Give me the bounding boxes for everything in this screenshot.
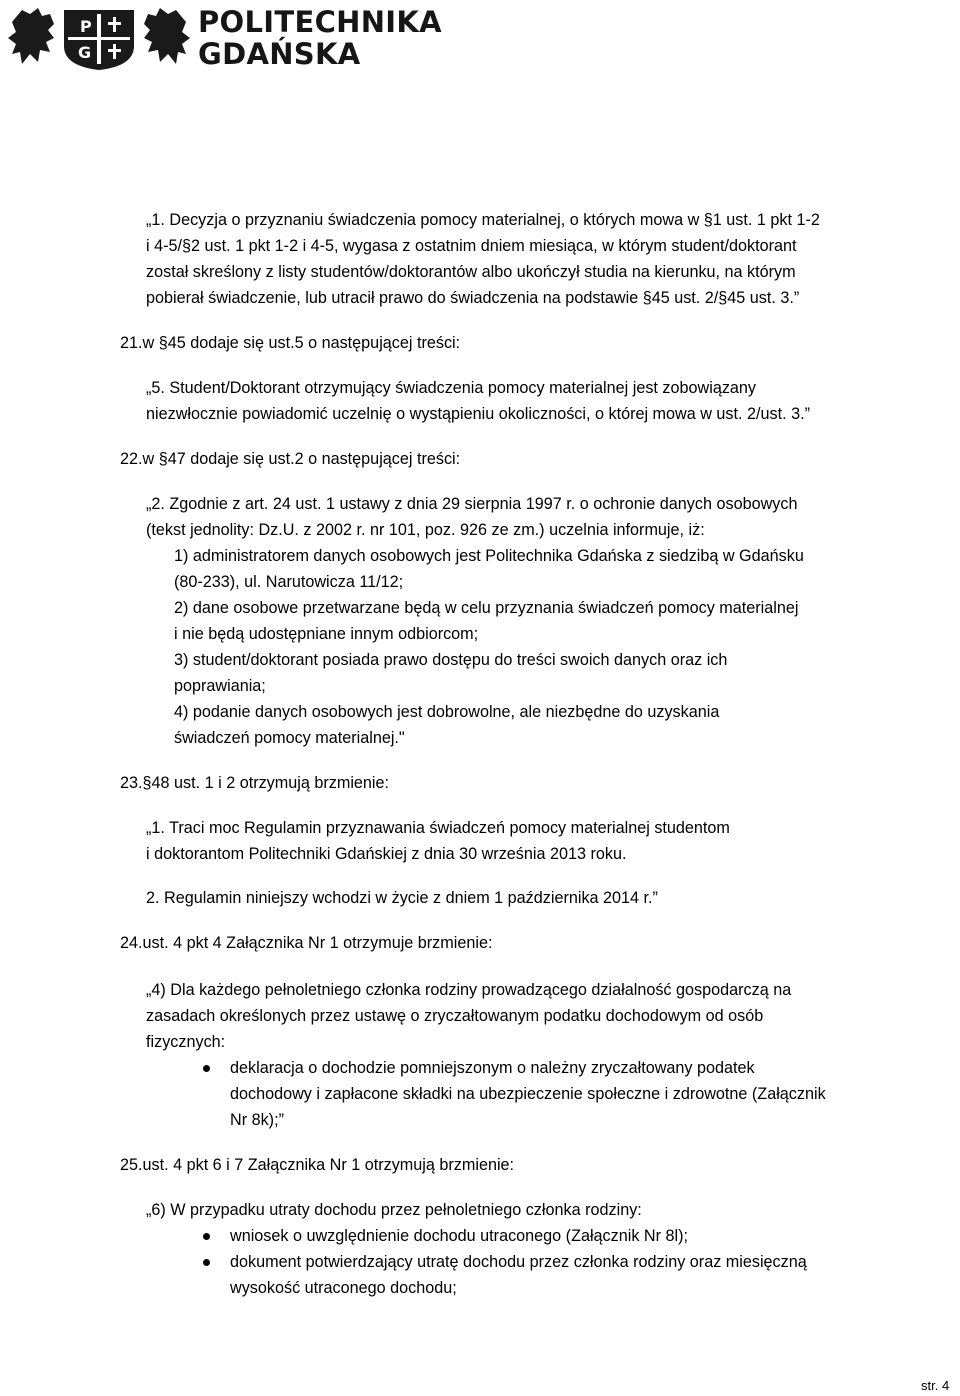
text-line-10: (tekst jednolity: Dz.U. z 2002 r. nr 101, poz. 926 ze zm.) uczelnia informuje, iż: — [146, 521, 705, 539]
logo-wordmark — [198, 5, 442, 71]
text-line-6: „5. Student/Doktorant otrzymujący świadczenia pomocy materialnej jest zobowiązany — [146, 379, 757, 397]
politechnika-gdanska-logo — [8, 4, 442, 74]
text-line-13: 2) dane osobowe przetwarzane będą w celu przyznania świadczeń pomocy materialnej — [174, 599, 799, 617]
text-line-26: fizycznych: — [146, 1033, 226, 1051]
bullet-item-2: wniosek o uwzględnienie dochodu utraconego (Załącznik Nr 8l); — [230, 1227, 689, 1245]
text-line-18: świadczeń pomocy materialnej." — [174, 729, 405, 747]
text-line-7: niezwłocznie powiadomić uczelnię o wystąpieniu okoliczności, o której mowa w ust. 2/ust. 3.” — [146, 405, 810, 423]
text-line-16: poprawiania; — [174, 677, 266, 695]
text-line-20: „1. Traci moc Regulamin przyznawania świadczeń pomocy materialnej studentom — [146, 819, 730, 837]
text-line-9: „2. Zgodnie z art. 24 ust. 1 ustawy z dnia 29 sierpnia 1997 r. o ochronie danych osobowych — [146, 495, 798, 513]
text-line-17: 4) podanie danych osobowych jest dobrowolne, ale niezbędne do uzyskania — [174, 703, 720, 721]
shield-letter-p: P — [80, 17, 92, 36]
bullet-icon — [203, 1259, 210, 1266]
text-line-31: „6) W przypadku utraty dochodu przez pełnoletniego członka rodziny: — [146, 1201, 642, 1219]
logo-line2: GDAŃSKA — [198, 37, 361, 71]
shield-letter-g: G — [78, 43, 92, 62]
text-line-21: i doktorantom Politechniki Gdańskiej z dnia 30 września 2013 roku. — [146, 845, 627, 863]
bullet-item-3-line2: wysokość utraconego dochodu; — [230, 1279, 457, 1297]
text-line-22: 2. Regulamin niniejszy wchodzi w życie z dniem 1 października 2014 r.” — [146, 889, 658, 907]
bullet-item-1-line3: Nr 8k);” — [230, 1111, 284, 1129]
item-22-heading: 22.w §47 dodaje się ust.2 o następującej treści: — [120, 450, 461, 468]
page-number: str. 4 — [921, 1378, 950, 1393]
text-line-2: i 4-5/§2 ust. 1 pkt 1-2 i 4-5, wygasa z ostatnim dniem miesiąca, w którym student/doktorant — [146, 237, 797, 255]
text-line-25: zasadach określonych przez ustawę o zryczałtowanym podatku dochodowym od osób — [146, 1007, 764, 1025]
item-24-heading: 24.ust. 4 pkt 4 Załącznika Nr 1 otrzymuje brzmienie: — [120, 934, 493, 952]
text-line-24: „4) Dla każdego pełnoletniego członka rodziny prowadzącego działalność gospodarczą na — [146, 981, 792, 999]
logo-emblem-icon — [8, 4, 190, 72]
text-line-12: (80-233), ul. Narutowicza 11/12; — [174, 573, 404, 591]
item-23-heading: 23.§48 ust. 1 i 2 otrzymują brzmienie: — [120, 774, 390, 792]
logo-line1: POLITECHNIKA — [198, 5, 442, 39]
text-line-11: 1) administratorem danych osobowych jest Politechnika Gdańska z siedzibą w Gdańsku — [174, 547, 804, 565]
bullet-item-1-line1: deklaracja o dochodzie pomniejszonym o należny zryczałtowany podatek — [230, 1059, 755, 1077]
bullet-item-1-line2: dochodowy i zapłacone składki na ubezpieczenie społeczne i zdrowotne (Załącznik — [230, 1085, 826, 1103]
text-line-4: pobierał świadczenie, lub utracił prawo do świadczenia na podstawie §45 ust. 2/§45 ust. 3.” — [146, 289, 800, 307]
text-line-3: został skreślony z listy studentów/doktorantów albo ukończył studia na kierunku, na którym — [146, 263, 796, 281]
text-line-1: „1. Decyzja o przyznaniu świadczenia pomocy materialnej, o których mowa w §1 ust. 1 pkt 1-2 — [146, 211, 820, 229]
bullet-icon — [203, 1233, 210, 1240]
text-line-15: 3) student/doktorant posiada prawo dostępu do treści swoich danych oraz ich — [174, 651, 728, 669]
item-25-heading: 25.ust. 4 pkt 6 i 7 Załącznika Nr 1 otrzymują brzmienie: — [120, 1156, 515, 1174]
bullet-icon — [203, 1065, 210, 1072]
item-21-heading: 21.w §45 dodaje się ust.5 o następującej treści: — [120, 334, 461, 352]
text-line-14: i nie będą udostępniane innym odbiorcom; — [174, 625, 479, 643]
bullet-item-3-line1: dokument potwierdzający utratę dochodu przez członka rodziny oraz miesięczną — [230, 1253, 807, 1271]
